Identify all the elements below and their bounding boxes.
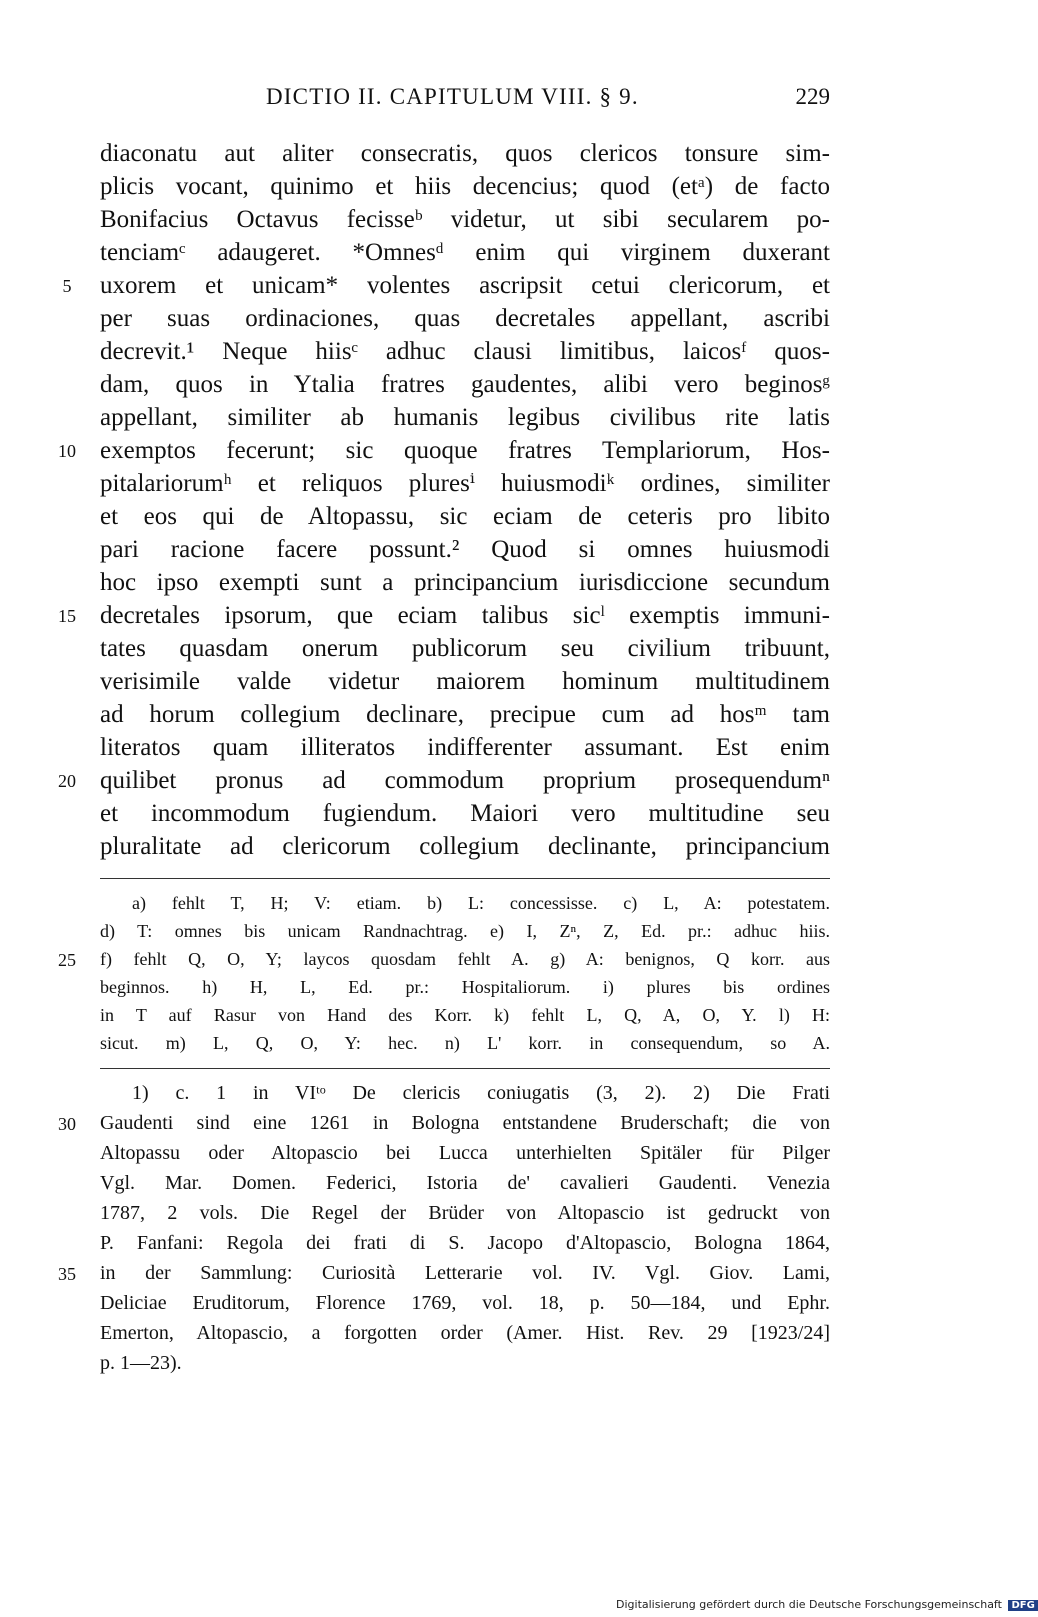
line-number: 10 (58, 441, 76, 461)
line-number: 35 (58, 1264, 76, 1284)
main-line: plicis vocant, quinimo et hiis decencius; quod (etᵃ) de facto (100, 173, 830, 200)
main-line: tates quasdam onerum publicorum seu civilium tribuunt, (100, 635, 830, 662)
digitization-credit (616, 1598, 1038, 1611)
page-number: 229 (795, 84, 830, 109)
main-line: et eos qui de Altopassu, sic eciam de ceteris pro libito (100, 503, 830, 530)
running-title: DICTIO II. CAPITULUM VIII. § 9. (266, 84, 639, 109)
apparatus-line: in T auf Rasur von Hand des Korr. k) fehlt L, Q, A, O, Y. l) H: (100, 1005, 830, 1025)
main-line: uxorem et unicam* volentes ascripsit cetui clericorum, et (100, 272, 830, 299)
main-line: Bonifacius Octavus fecisseᵇ videtur, ut sibi secularem po- (100, 206, 830, 233)
main-line: diaconatu aut aliter consecratis, quos clericos tonsure sim- (100, 140, 830, 167)
note-line: in der Sammlung: Curiosità Letterarie vol. IV. Vgl. Giov. Lami, (100, 1262, 830, 1284)
digitization-text: Digitalisierung gefördert durch die Deutsche Forschungsgemeinschaft (616, 1598, 1002, 1611)
main-line: pluralitate ad clericorum collegium declinante, principancium (100, 833, 830, 860)
note-line: 1) c. 1 in VIᵗᵒ De clericis coniugatis (3, 2). 2) Die Frati (132, 1082, 830, 1104)
line-number: 25 (58, 950, 76, 970)
apparatus-line: beginnos. h) H, L, Ed. pr.: Hospitaliorum. i) plures bis ordines (100, 977, 830, 997)
running-header (100, 84, 830, 114)
note-line: 1787, 2 vols. Die Regel der Brüder von Altopascio ist gedruckt von (100, 1202, 830, 1224)
note-line: Emerton, Altopascio, a forgotten order (Amer. Hist. Rev. 29 [1923/24] (100, 1322, 830, 1344)
line-number: 30 (58, 1114, 76, 1134)
note-line: Deliciae Eruditorum, Florence 1769, vol. 18, p. 50—184, und Ephr. (100, 1292, 830, 1314)
main-line: dam, quos in Ytalia fratres gaudentes, alibi vero beginosᵍ (100, 371, 830, 398)
main-line: tenciamᶜ adaugeret. *Omnesᵈ enim qui virginem duxerant (100, 239, 830, 266)
note-line: Vgl. Mar. Domen. Federici, Istoria de' cavalieri Gaudenti. Venezia (100, 1172, 830, 1194)
apparatus-divider (100, 878, 830, 879)
note-line: P. Fanfani: Regola dei frati di S. Jacopo d'Altopascio, Bologna 1864, (100, 1232, 830, 1254)
main-line: exemptos fecerunt; sic quoque fratres Templariorum, Hos- (100, 437, 830, 464)
note-line: Gaudenti sind eine 1261 in Bologna entstandene Bruderschaft; die von (100, 1112, 830, 1134)
main-line: ad horum collegium declinare, precipue cum ad hosᵐ tam (100, 701, 830, 728)
notes-divider (100, 1068, 830, 1069)
main-line: per suas ordinaciones, quas decretales appellant, ascribi (100, 305, 830, 332)
dfg-logo: DFG (1008, 1600, 1037, 1611)
note-line: Altopassu oder Altopascio bei Lucca unterhielten Spitäler für Pilger (100, 1142, 830, 1164)
apparatus-line: sicut. m) L, Q, O, Y: hec. n) L' korr. in consequendum, so A. (100, 1033, 830, 1053)
main-line: decrevit.¹ Neque hiisᶜ adhuc clausi limitibus, laicosᶠ quos- (100, 338, 830, 365)
main-line: pari racione facere possunt.² Quod si omnes huiusmodi (100, 536, 830, 563)
main-line: pitalariorumʰ et reliquos pluresⁱ huiusmodiᵏ ordines, similiter (100, 470, 830, 497)
note-line: p. 1—23). (100, 1352, 182, 1374)
apparatus-line: d) T: omnes bis unicam Randnachtrag. e) I, Zⁿ, Z, Ed. pr.: adhuc hiis. (100, 921, 830, 941)
apparatus-line: f) fehlt Q, O, Y; laycos quosdam fehlt A. g) A: benignos, Q korr. aus (100, 949, 830, 969)
main-line: decretales ipsorum, que eciam talibus sicˡ exemptis immuni- (100, 602, 830, 629)
apparatus-line: a) fehlt T, H; V: etiam. b) L: concessisse. c) L, A: potestatem. (132, 893, 830, 913)
main-line: literatos quam illiteratos indifferenter assumant. Est enim (100, 734, 830, 761)
main-line: quilibet pronus ad commodum proprium prosequendumⁿ (100, 767, 830, 794)
main-line: hoc ipso exempti sunt a principancium iurisdiccione secundum (100, 569, 830, 596)
main-line: verisimile valde videtur maiorem hominum multitudinem (100, 668, 830, 695)
main-line: appellant, similiter ab humanis legibus civilibus rite latis (100, 404, 830, 431)
line-number: 20 (58, 771, 76, 791)
line-number: 5 (62, 276, 72, 296)
line-number: 15 (58, 606, 76, 626)
main-line: et incommodum fugiendum. Maiori vero multitudine seu (100, 800, 830, 827)
